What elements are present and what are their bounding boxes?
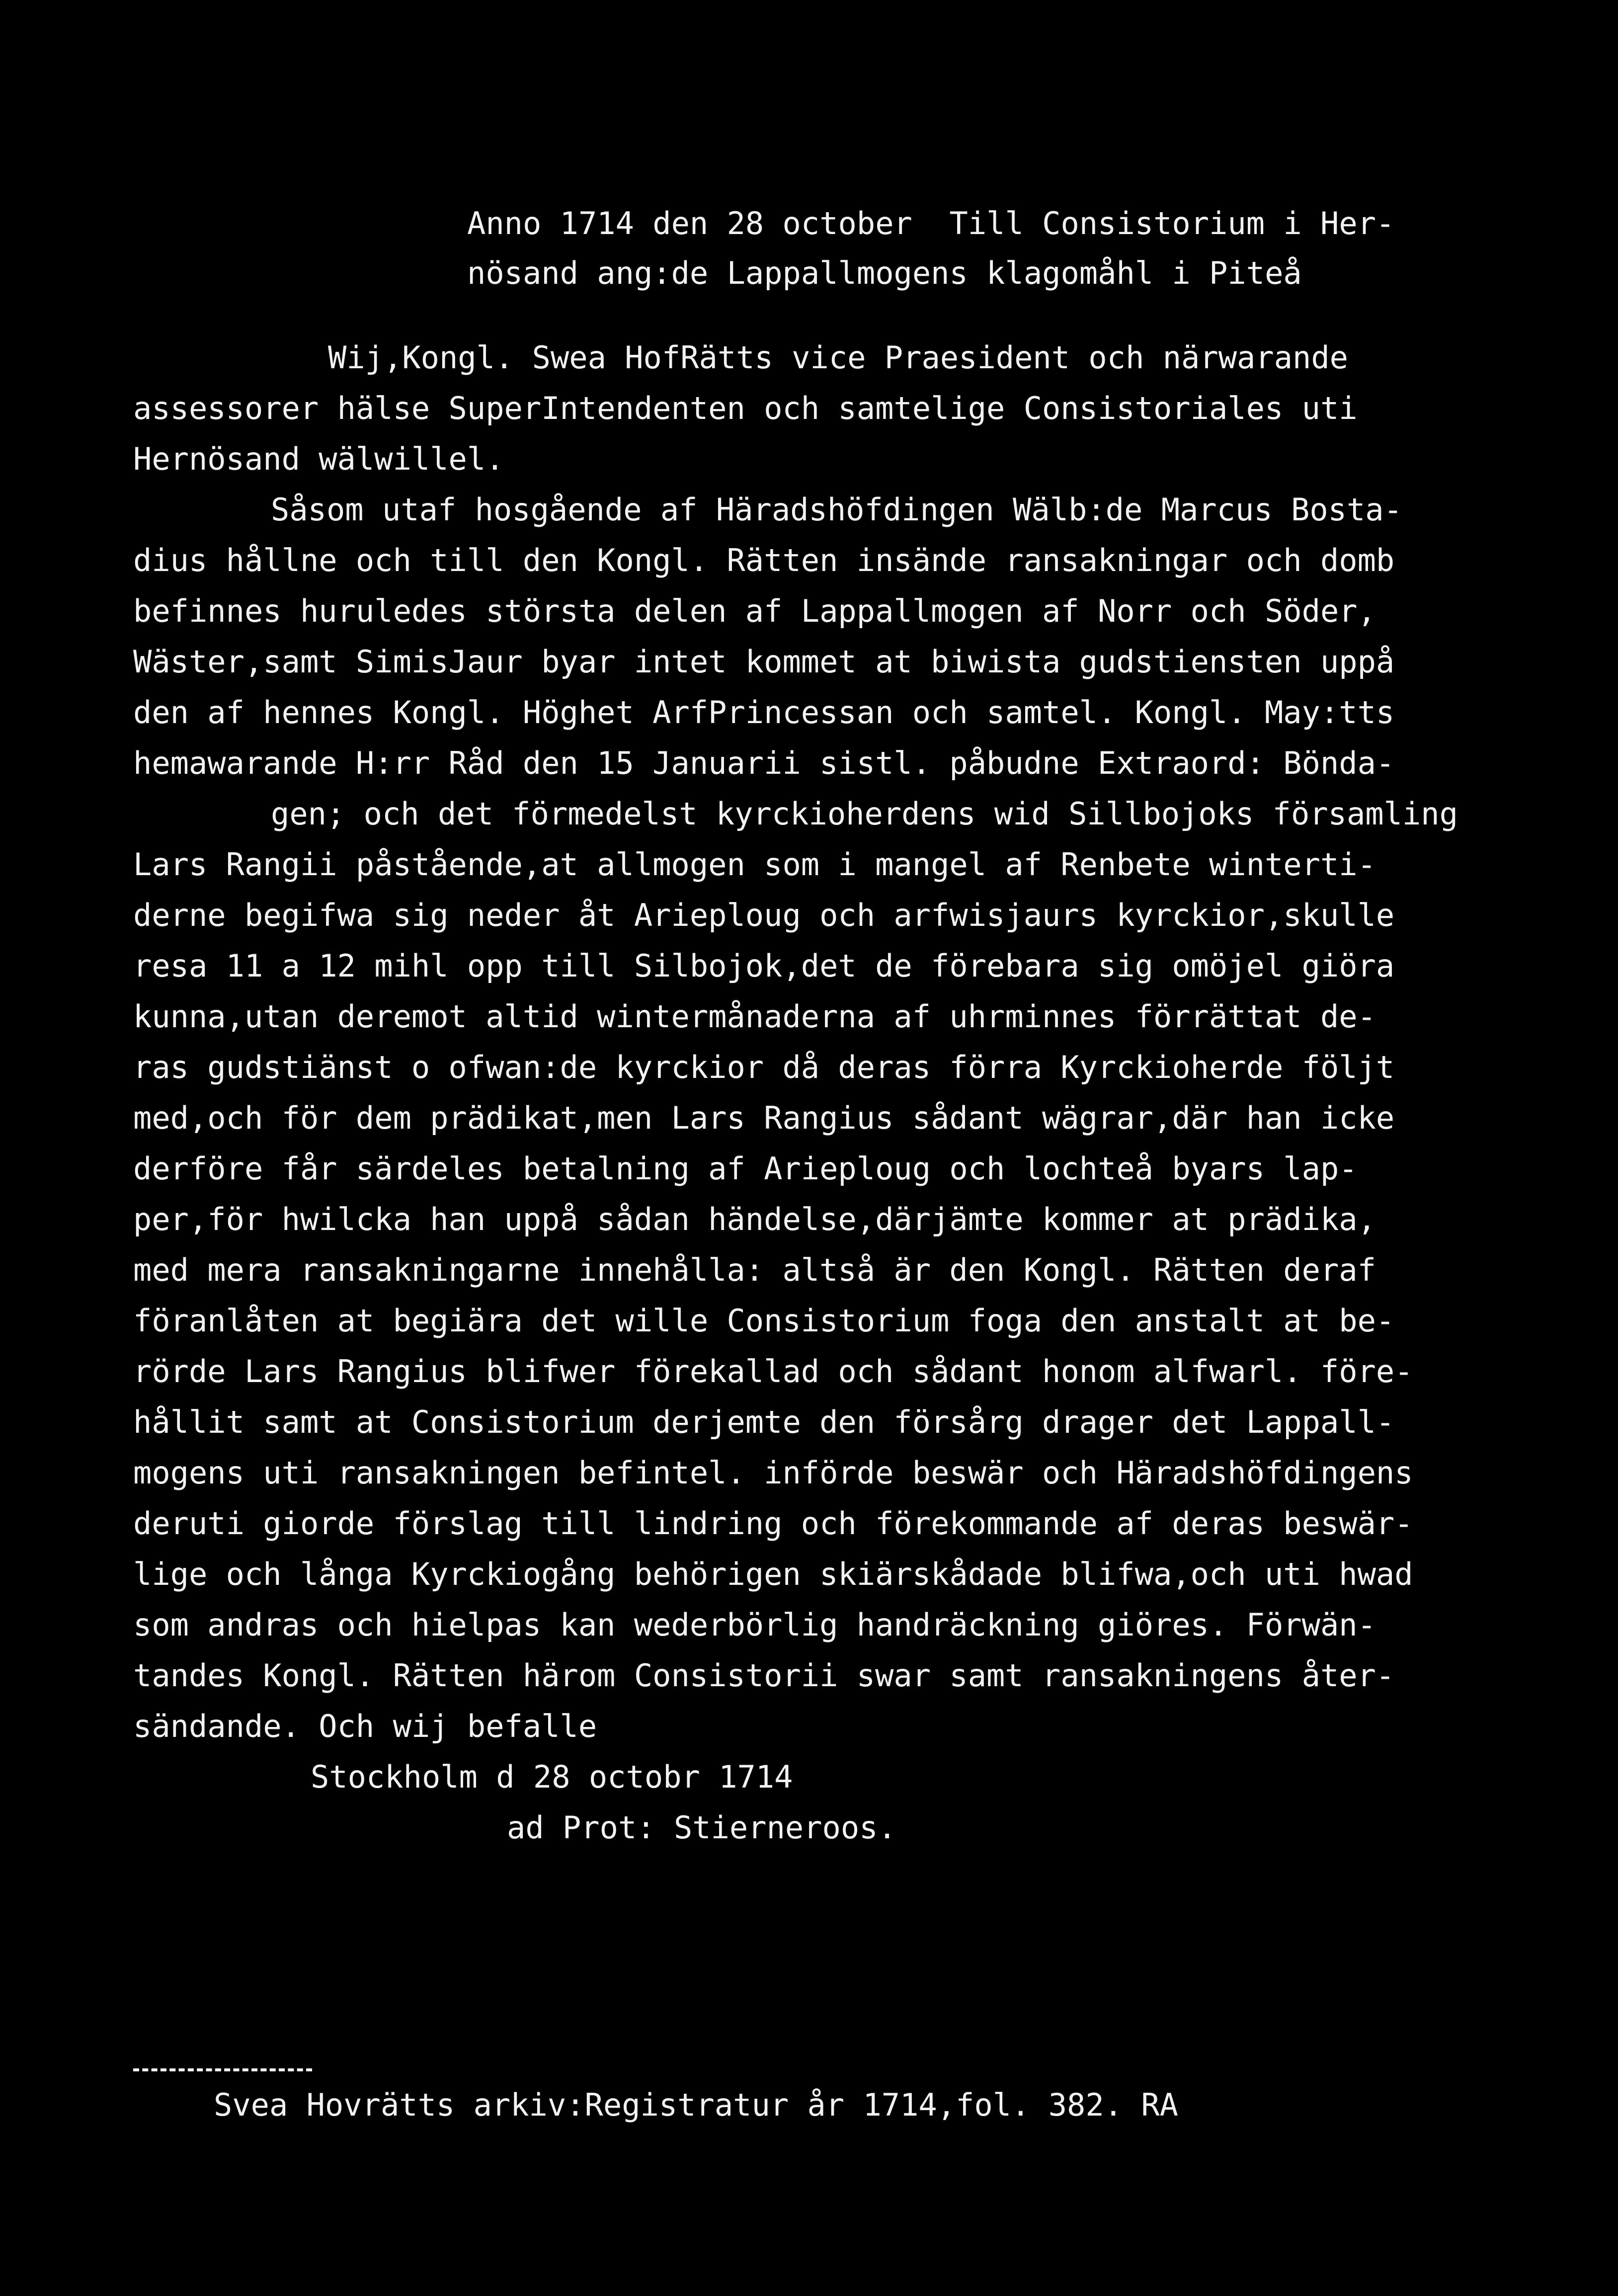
body-line: derne begifwa sig neder åt Arieploug och arfwisjaurs kyrckior,skulle	[133, 897, 1395, 933]
body-line: dius hållne och till den Kongl. Rätten insände ransakningar och domb	[133, 542, 1395, 578]
body-line: rörde Lars Rangius blifwer förekallad och sådant honom alfwarl. före-	[133, 1353, 1413, 1390]
body-line: hållit samt at Consistorium derjemte den försårg drager det Lappall-	[133, 1404, 1395, 1440]
body-line: assessorer hälse SuperIntendenten och samtelige Consistoriales uti	[133, 390, 1358, 426]
header-line-1: Anno 1714 den 28 october Till Consistorium i Her-	[467, 205, 1395, 242]
body-line: kunna,utan deremot altid wintermånaderna af uhrminnes förrättat de-	[133, 998, 1376, 1035]
body-line: föranlåten at begiära det wille Consistorium foga den anstalt at be-	[133, 1303, 1395, 1339]
body-line: sändande. Och wij befalle	[133, 1708, 597, 1744]
body-line: befinnes huruledes största delen af Lappallmogen af Norr och Söder,	[133, 593, 1376, 629]
body-line: Wij,Kongl. Swea HofRätts vice Praesident och närwarande	[328, 339, 1348, 376]
body-line: Hernösand wälwillel.	[133, 441, 504, 477]
body-line: Såsom utaf hosgående af Häradshöfdingen Wälb:de Marcus Bosta-	[271, 492, 1402, 528]
closing-place-date: Stockholm d 28 octobr 1714	[311, 1759, 793, 1795]
body-line: med mera ransakningarne innehålla: altså är den Kongl. Rätten deraf	[133, 1252, 1376, 1288]
body-line: Wäster,samt SimisJaur byar intet kommet at biwista gudstiensten uppå	[133, 644, 1395, 680]
body-line: lige och långa Kyrckiogång behörigen skiärskådade blifwa,och uti hwad	[133, 1556, 1413, 1592]
closing-signature: ad Prot: Stierneroos.	[507, 1809, 896, 1846]
body-line: gen; och det förmedelst kyrckioherdens wid Sillbojoks församling	[271, 796, 1458, 832]
body-line: den af hennes Kongl. Höghet ArfPrincessan och samtel. Kongl. May:tts	[133, 694, 1395, 731]
body-line: per,för hwilcka han uppå sådan händelse,därjämte kommer at prädika,	[133, 1201, 1376, 1237]
header-line-2: nösand ang:de Lappallmogens klagomåhl i Piteå	[467, 255, 1302, 291]
body-line: ras gudstiänst o ofwan:de kyrckior då deras förra Kyrckioherde följt	[133, 1049, 1395, 1085]
footnote-divider	[133, 2068, 312, 2071]
body-line: Lars Rangii påstående,at allmogen som i mangel af Renbete winterti-	[133, 846, 1376, 883]
body-line: som andras och hielpas kan wederbörlig handräckning giöres. Förwän-	[133, 1607, 1376, 1643]
body-line: derföre får särdeles betalning af Arieploug och lochteå byars lap-	[133, 1150, 1358, 1187]
footnote: Svea Hovrätts arkiv:Registratur år 1714,fol. 382. RA	[214, 2087, 1179, 2123]
body-line: tandes Kongl. Rätten härom Consistorii swar samt ransakningens åter-	[133, 1657, 1395, 1694]
body-line: med,och för dem prädikat,men Lars Rangius sådant wägrar,där han icke	[133, 1100, 1395, 1136]
body-line: mogens uti ransakningen befintel. införde beswär och Häradshöfdingens	[133, 1455, 1413, 1491]
body-line: deruti giorde förslag till lindring och förekommande af deras beswär-	[133, 1505, 1413, 1542]
body-line: hemawarande H:rr Råd den 15 Januarii sistl. påbudne Extraord: Bönda-	[133, 745, 1395, 781]
body-line: resa 11 a 12 mihl opp till Silbojok,det de förebara sig omöjel giöra	[133, 948, 1395, 984]
